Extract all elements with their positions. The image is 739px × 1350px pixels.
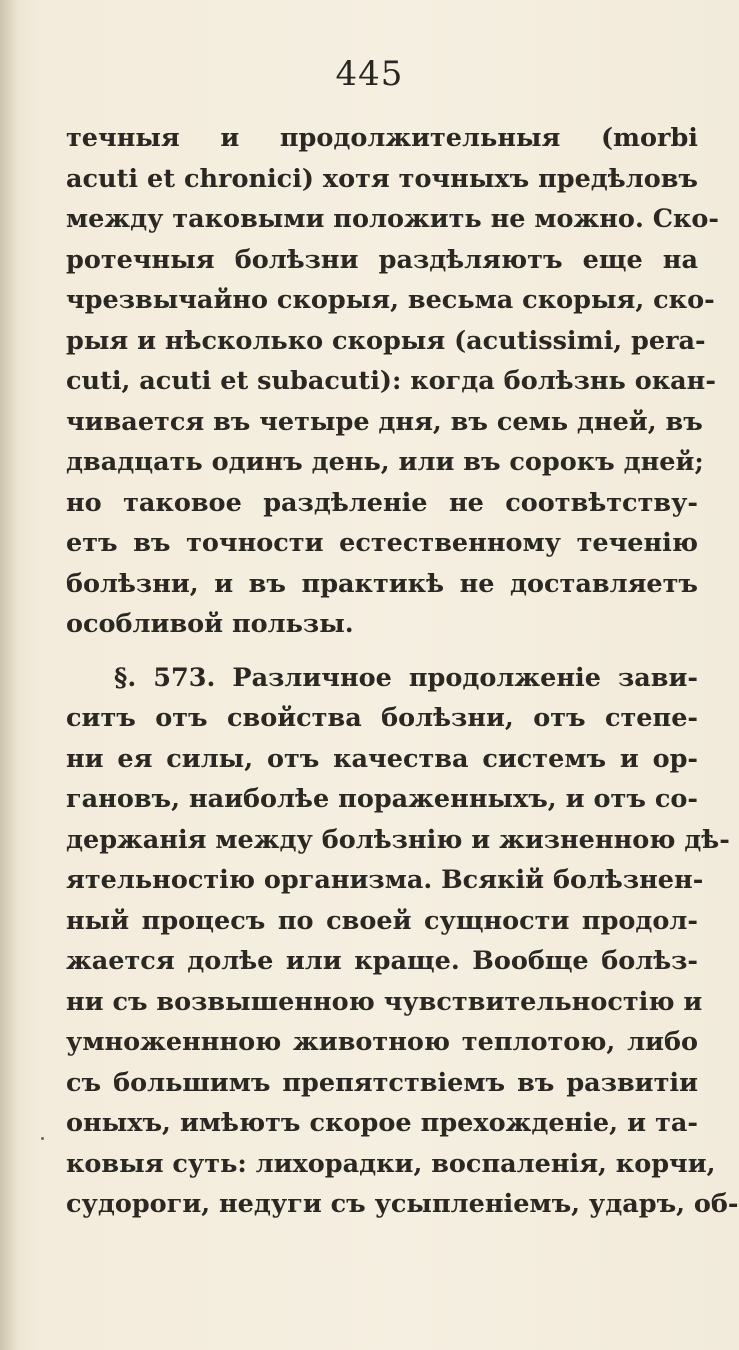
text-line: съ большимъ препятствіемъ въ развитіи xyxy=(66,1067,698,1098)
section-heading-line: §. 573. Различное продолженіе зави- xyxy=(114,662,698,693)
text-line: етъ въ точности естественному теченію xyxy=(66,528,698,558)
ink-speck xyxy=(41,1137,44,1140)
text-line: но таковое раздѣленіе не соотвѣтству- xyxy=(66,487,698,518)
text-line: двадцать одинъ день, или въ сорокъ дней; xyxy=(66,447,704,477)
text-line: cuti, acuti et subacuti): когда болѣзнь окан- xyxy=(66,366,716,396)
text-line: ковыя суть: лихорадки, воспаленія, корчи, xyxy=(66,1148,716,1179)
text-line: ятельностію организма. Всякій болѣзнен- xyxy=(66,865,704,895)
text-line: держанія между болѣзнію и жизненною дѣ- xyxy=(66,824,730,855)
body-text xyxy=(66,118,739,1225)
text-line: ситъ отъ свойства болѣзни, отъ степе- xyxy=(66,703,698,733)
text-line: рыя и нѣсколько скорыя (acutissimi, pera- xyxy=(66,325,706,356)
page-number: 445 xyxy=(335,54,404,94)
text-line: ни съ возвышенною чувствительностію и xyxy=(66,986,703,1017)
text-line: между таковыми положить не можно. Ско- xyxy=(66,204,720,234)
text-line: болѣзни, и въ практикѣ не доставляетъ xyxy=(66,568,698,599)
page-gutter-shadow xyxy=(0,0,18,1350)
text-line: чрезвычайно скорыя, весьма скорыя, ско- xyxy=(66,285,715,315)
text-line: оныхъ, имѣютъ скорое прехожденіе, и та- xyxy=(66,1108,698,1138)
paragraph-gap xyxy=(66,645,698,658)
text-line: жается долѣе или краще. Вообще болѣз- xyxy=(66,946,698,976)
text-line: течныя и продолжительныя (morbi xyxy=(66,123,698,153)
text-line: чивается въ четыре дня, въ семь дней, въ xyxy=(66,406,703,437)
text-line: ротечныя болѣзни раздѣляютъ еще на xyxy=(66,244,698,275)
text-line: ни ея силы, отъ качества системъ и ор- xyxy=(66,743,698,774)
text-line: умноженнною живoтною теплотою, либо xyxy=(66,1027,698,1057)
text-line: ный процесъ по своей сущности продол- xyxy=(66,905,698,936)
text-line: гановъ, наиболѣе пораженныхъ, и отъ со- xyxy=(66,784,698,814)
text-line: особливой пользы. xyxy=(66,609,354,639)
text-line: судороги, недуги съ усыпленіемъ, ударъ, об- xyxy=(66,1189,739,1219)
text-line: acuti et chronici) хотя точныхъ предѣловъ xyxy=(66,163,698,194)
